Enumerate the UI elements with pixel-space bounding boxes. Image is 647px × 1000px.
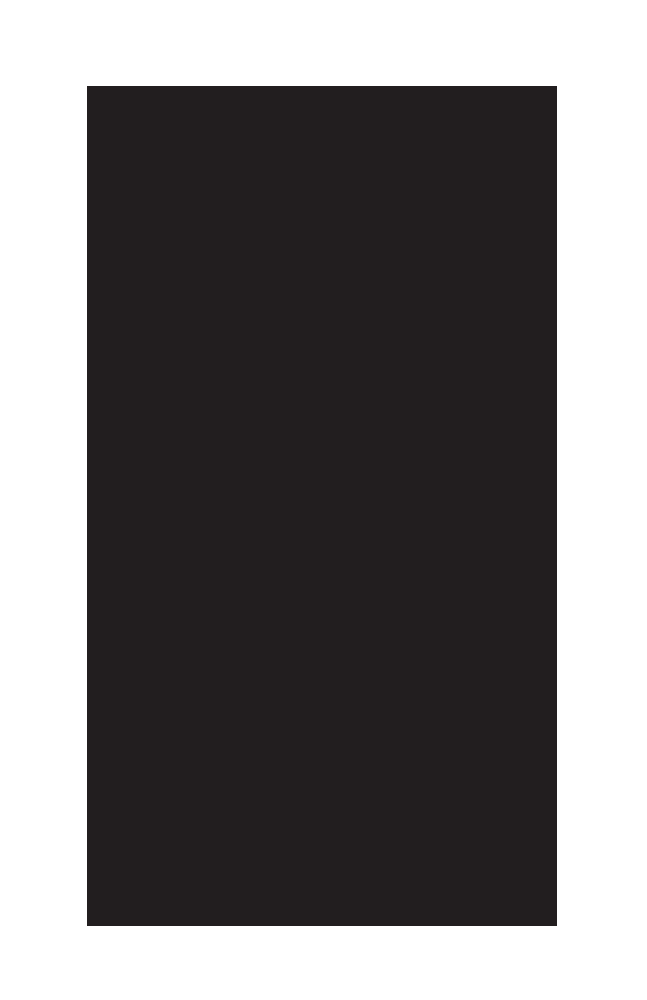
solid-black-rectangle <box>87 86 557 926</box>
